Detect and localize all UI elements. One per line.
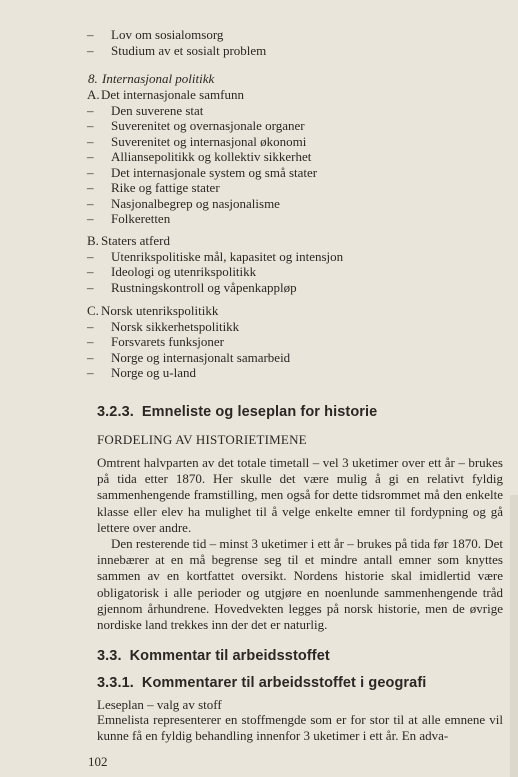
section-heading-3-3-1: 3.3.1. Kommentarer til arbeidsstoffet i geografi (97, 675, 427, 691)
list-item: – Norge og internasjonalt samarbeid (87, 349, 291, 365)
list-item: – Utenrikspolitiske mål, kapasitet og intensjon (87, 248, 344, 264)
leseplan-line: Leseplan – valg av stoff (97, 697, 222, 712)
group-c-title: C. Norsk utenrikspolitikk (87, 303, 219, 318)
list-item: – Rustningskontroll og våpenkappløp (87, 279, 297, 295)
list-item: – Suverenitet og internasjonal økonomi (87, 133, 307, 149)
list-item: – Studium av et sosialt problem (87, 42, 267, 58)
list-item: – Nasjonalbegrep og nasjonalisme (87, 195, 280, 211)
section-heading-3-2-3: 3.2.3. Emneliste og leseplan for historie (97, 404, 378, 420)
page-edge-shadow (510, 495, 518, 777)
list-item: – Den suverene stat (87, 102, 204, 118)
list-item: – Norge og u-land (87, 365, 196, 380)
section-heading-3-3: 3.3. Kommentar til arbeidsstoffet (97, 648, 330, 664)
list-item: – Norsk sikkerhetspolitikk (87, 318, 240, 334)
list-item: – Ideologi og utenrikspolitikk (87, 264, 257, 279)
list-item: – Folkeretten (87, 211, 171, 226)
group-b-title: B. Staters atferd (87, 233, 170, 248)
top-list (87, 27, 266, 58)
group-b-list (87, 233, 343, 295)
group-c-list (87, 303, 290, 381)
list-item: – Det internasjonale system og små stater (87, 164, 318, 180)
list-item: – Lov om sosialomsorg (87, 27, 224, 42)
list-item: – Suverenitet og overnasjonale organer (87, 118, 305, 133)
section-8-heading: 8. Internasjonal politikk (88, 71, 215, 86)
paragraph-2: Den resterende tid – minst 3 uketimer i ett år – brukes på tida før 1870. Det innebærer at en må begrense seg til et mindre antall emner som knyttes sammen av en kortfattet oversikt. Nordens historie skal imidlertid være obligatorisk i alle perioder og utgjøre en noenlunde sammenhengende tråd gjennom århundrene. Hovedvekten legges på norsk historie, men de øvrige nordiske land trekkes inn der det er naturlig. (97, 536, 503, 633)
paragraph-3: Emnelista representerer en stoffmengde som er for stor til at alle emnene vil kunne få en fyldig behandling innenfor 3 uketimer i ett år. En adva- (97, 712, 503, 744)
list-item: – Rike og fattige stater (87, 180, 220, 195)
paragraph-1: Omtrent halvparten av det totale timetall – vel 3 uketimer over ett år – brukes på tida etter 1870. Her skulle det være mulig å gi en relativt fyldig sammenhengende framstilling, men også for dette tidsrommet må den enkelte klasse eller elev ha mulighet til å velge enkelte emner til fordypning og gå lettere over andre. (97, 455, 503, 535)
subheading-caps: FORDELING AV HISTORIETIMENE (97, 432, 307, 447)
list-item: – Forsvarets funksjoner (87, 334, 225, 349)
group-a-title: A.Det internasjonale samfunn (87, 87, 244, 102)
list-item: – Alliansepolitikk og kollektiv sikkerhet (87, 149, 312, 164)
page-number: 102 (88, 754, 108, 769)
group-a-list (87, 87, 317, 227)
